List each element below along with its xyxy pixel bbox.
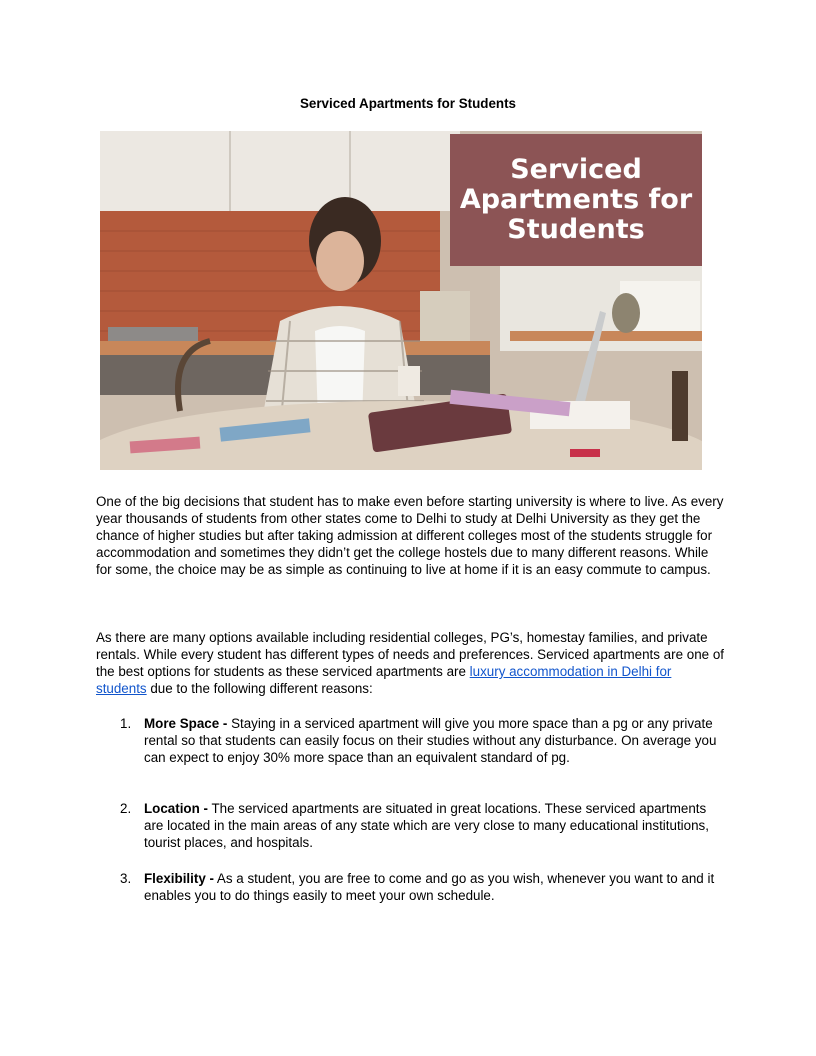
hero-overlay-line-3: Students [507, 214, 645, 245]
list-item-number: 3. [120, 871, 132, 886]
hero-overlay-banner [450, 134, 702, 266]
hero-overlay-line-1: Serviced [510, 154, 642, 185]
list-item-text: Staying in a serviced apartment will give you more space than a pg or any private rental so that students can easily focus on their studies without any disturbance. On average you can expect to enjoy 30% more space than an equivalent standard of pg. [144, 716, 717, 765]
list-item-body [144, 715, 724, 766]
options-paragraph [96, 629, 724, 697]
luxury-accommodation-link[interactable]: luxury accommodation in Delhi for students [96, 664, 672, 696]
hero-overlay-line-2: Apartments for [459, 184, 693, 215]
list-item-number: 2. [120, 801, 132, 816]
options-paragraph-tail: due to the following different reasons: [146, 681, 373, 696]
list-item-body [144, 800, 724, 851]
list-item-heading: More Space - [144, 716, 228, 731]
list-item-text: The serviced apartments are situated in great locations. These serviced apartments are located in the main areas of any state which are very close to many educational institutions, tourist places, and hospitals. [144, 801, 709, 850]
list-item-number: 1. [120, 716, 132, 731]
page-title: Serviced Apartments for Students [299, 96, 517, 111]
options-paragraph-text: As there are many options available including residential colleges, PG’s, homestay families, and private rentals. While every student has different types of needs and preferences. Serviced apartments are one of the best options for students as these serviced apartments are [96, 630, 724, 679]
list-item-text: As a student, you are free to come and go as you wish, whenever you want to and it enables you to do things easily to meet your own schedule. [144, 871, 715, 903]
list-item-body [144, 870, 724, 904]
list-item-heading: Flexibility - [144, 871, 214, 886]
list-item-heading: Location - [144, 801, 208, 816]
hero-image [100, 131, 702, 470]
intro-paragraph: One of the big decisions that student has to make even before starting university is where to live. As every year thousands of students from other states come to Delhi to study at Delhi University as they get the chance of higher studies but after taking admission at different colleges most of the students struggle for accommodation and sometimes they didn’t get the college hostels due to many different reasons. While for some, the choice may be as simple as continuing to live at home if it is an easy commute to campus. [96, 494, 724, 577]
